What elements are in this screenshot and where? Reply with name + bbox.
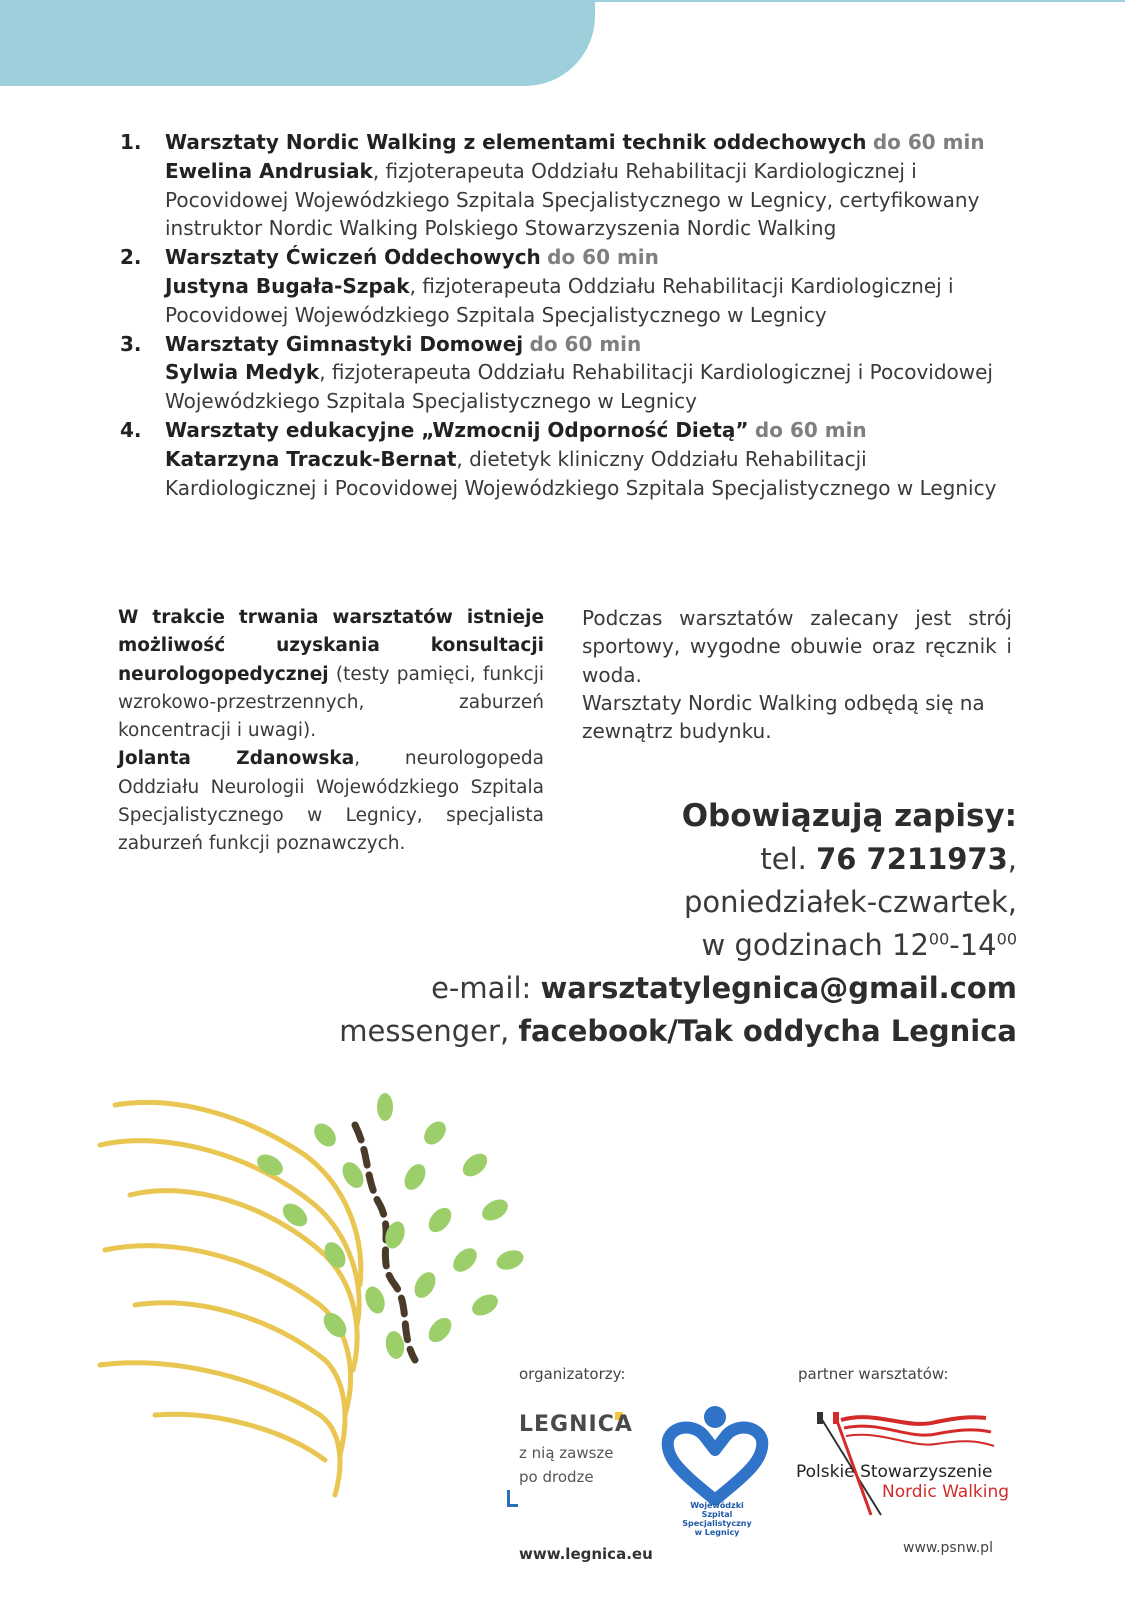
phone-suffix: ,	[1007, 842, 1017, 876]
psnw-name-word-2: Stowarzyszenie	[860, 1462, 993, 1482]
partner-label: partner warsztatów:	[798, 1365, 949, 1383]
workshop-number: 2.	[120, 245, 142, 270]
registration-hours	[339, 924, 1017, 967]
hours-separator: -14	[949, 928, 997, 962]
workshop-item	[112, 128, 1012, 243]
email-address[interactable]: warsztatylegnica@gmail.com	[540, 971, 1017, 1005]
workshop-instructor-desc: , fizjoterapeuta Oddziału Rehabilitacji Kardiologicznej i Pocovidowej Wojewódzkiego Szpitala Specjalistycznego w Legnicy	[165, 273, 954, 327]
legnica-url[interactable]: www.legnica.eu	[519, 1545, 653, 1563]
email-label: e-mail:	[431, 971, 541, 1005]
hours-from-minutes: 00	[928, 929, 950, 949]
workshop-instructor: Katarzyna Traczuk-Bernat	[165, 446, 457, 471]
attire-info: Podczas warsztatów zalecany jest strój sportowy, wygodne obuwie oraz ręcznik i woda.	[582, 606, 1012, 687]
workshop-title: Warsztaty edukacyjne „Wzmocnij Odporność Dietą”	[165, 417, 749, 442]
workshop-item	[112, 243, 1012, 329]
hospital-name-line: w Legnicy	[694, 1528, 740, 1537]
workshop-list	[112, 128, 1012, 502]
hospital-name-line: Specjalistyczny	[682, 1519, 752, 1528]
info-block	[582, 604, 1012, 745]
workshop-instructor-desc: , fizjoterapeuta Oddziału Rehabilitacji Kardiologicznej i Pocovidowej Wojewódzkiego Szpitala Specjalistycznego w Legnicy, certyfikowany instruktor Nordic Walking Polskiego Stowarzyszenia Nordic Walking	[165, 158, 980, 241]
workshop-title: Warsztaty Gimnastyki Domowej	[165, 331, 524, 356]
psnw-name-word-3: Nordic Walking	[882, 1482, 1010, 1502]
workshop-title: Warsztaty Nordic Walking z elementami technik oddechowych	[165, 130, 867, 154]
workshop-number: 4.	[120, 417, 142, 442]
messenger-label: messenger,	[339, 1014, 519, 1048]
psnw-url[interactable]: www.psnw.pl	[903, 1540, 993, 1556]
workshop-instructor: Ewelina Andrusiak	[165, 158, 373, 183]
psnw-name-word-1: Polskie	[796, 1462, 855, 1482]
top-decorative-band	[0, 0, 595, 86]
consultation-details: (testy pamięci, funkcji wzrokowo-przestrzennych, zaburzeń koncentracji i uwagi).	[118, 663, 544, 742]
legnica-logo-slogan-1: z nią zawsze	[519, 1444, 614, 1462]
workshop-instructor-desc: , dietetyk kliniczny Oddziału Rehabilitacji Kardiologicznej i Pocovidowej Wojewódzkiego Szpitala Specjalistycznego w Legnicy	[165, 446, 997, 500]
hospital-name	[682, 1501, 752, 1537]
workshop-duration: do 60 min	[754, 417, 867, 442]
workshop-duration: do 60 min	[872, 130, 985, 154]
workshop-instructor: Sylwia Medyk	[165, 360, 320, 385]
consultation-intro: W trakcie trwania warsztatów istnieje możliwość uzyskania konsultacji neurologopedycznej	[118, 607, 544, 685]
workshop-instructor: Justyna Bugała-Szpak	[165, 273, 410, 298]
phone-number[interactable]: 76 7211973	[816, 842, 1008, 876]
hours-to-minutes: 00	[996, 929, 1017, 949]
workshop-instructor-desc: , fizjoterapeuta Oddziału Rehabilitacji Kardiologicznej i Pocovidowej Wojewódzkiego Szpitala Specjalistycznego w Legnicy	[165, 360, 993, 414]
hours-label: w godzinach 12	[701, 928, 929, 962]
consultation-person-desc: , neurologopeda Oddziału Neurologii Wojewódzkiego Szpitala Specjalistycznego w Legnicy, specjalista zaburzeń funkcji poznawczych.	[118, 748, 544, 855]
legnica-logo	[519, 1412, 639, 1512]
consultation-person: Jolanta Zdanowska	[118, 748, 355, 770]
registration-heading: Obowiązują zapisy:	[681, 798, 1017, 834]
workshop-item	[112, 416, 1012, 502]
hospital-name-line: Wojewódzki	[690, 1501, 744, 1510]
workshop-duration: do 60 min	[547, 245, 659, 270]
legnica-logo-name: LEGNICA	[519, 1412, 633, 1437]
organizers-label: organizatorzy:	[519, 1365, 626, 1383]
registration-days: poniedziałek-czwartek,	[683, 885, 1017, 919]
registration-contact	[339, 795, 1017, 1053]
hospital-logo	[660, 1405, 770, 1575]
hospital-name-line: Szpital	[701, 1510, 733, 1519]
tree-face-illustration	[95, 1085, 575, 1505]
workshop-duration: do 60 min	[529, 331, 642, 356]
workshop-number: 3.	[120, 331, 142, 356]
psnw-logo	[796, 1410, 1021, 1520]
top-decorative-line	[595, 0, 1125, 2]
workshop-title: Warsztaty Ćwiczeń Oddechowych	[165, 245, 541, 270]
legnica-logo-corner	[507, 1490, 518, 1507]
facebook-link[interactable]: facebook/Tak oddycha Legnica	[518, 1014, 1017, 1048]
legnica-logo-slogan-2: po drodze	[519, 1468, 594, 1486]
hospital-heart-icon	[660, 1405, 770, 1505]
workshop-number: 1.	[120, 130, 142, 154]
workshop-item	[112, 330, 1012, 416]
location-info: Warsztaty Nordic Walking odbędą się na zewnątrz budynku.	[582, 690, 985, 744]
psnw-name	[796, 1462, 1009, 1502]
phone-label: tel.	[760, 842, 817, 876]
